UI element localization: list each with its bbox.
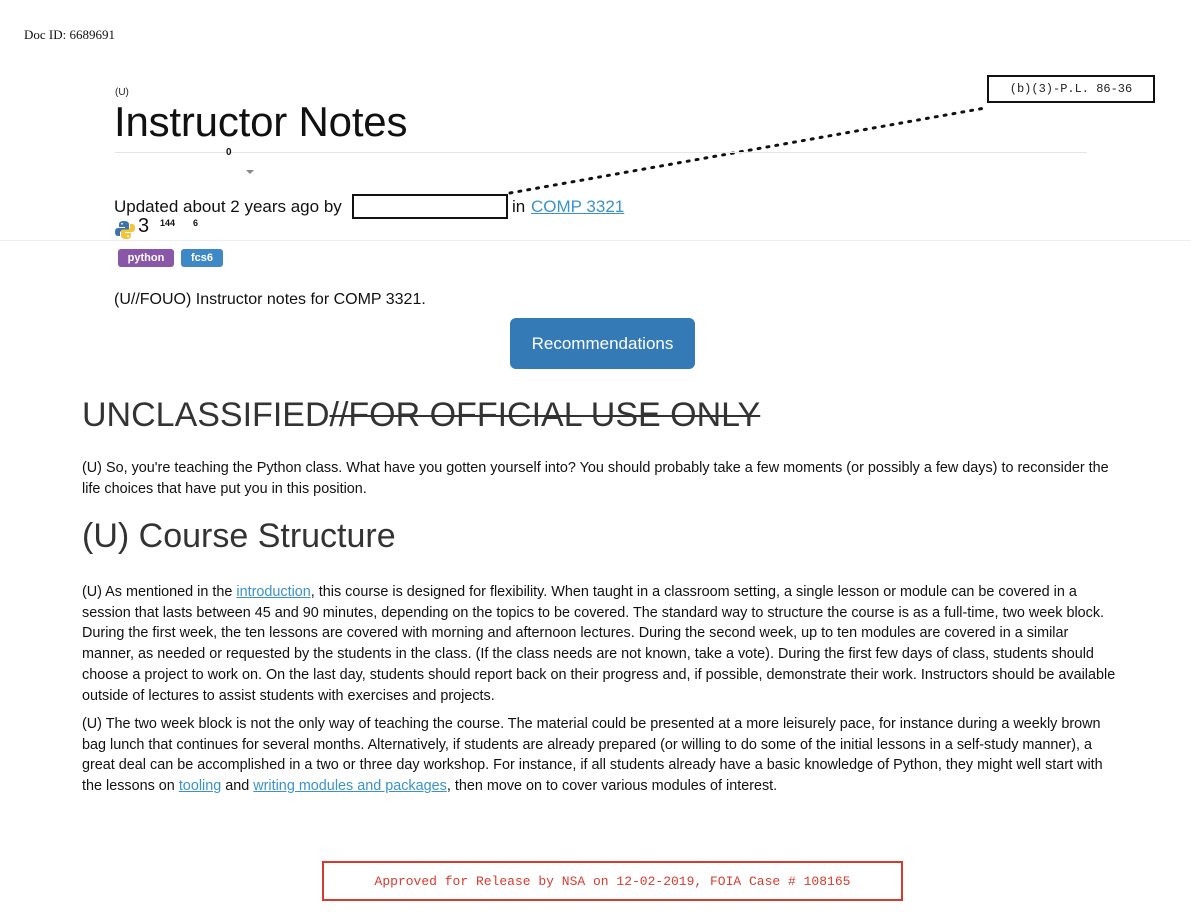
- tooling-link[interactable]: tooling: [178, 778, 222, 795]
- page-title: Instructor Notes: [114, 98, 408, 145]
- python-icon: [114, 219, 136, 241]
- meta-divider: [0, 240, 1191, 241]
- para2-text-before: (U) As mentioned in the: [82, 584, 237, 600]
- section-heading: (U) Course Structure: [82, 517, 396, 555]
- para2-text-after: , this course is designed for flexibility. When taught in a classroom setting, a single lesson or module can be covered in a session that lasts between 45 and 90 minutes, depending on the topics to be covered. The standard way to structure the course is as a full-time, two week block. During the first week, the ten lessons are covered with morning and afternoon lectures. During the second week, up to ten modules are covered in a similar manner, as needed or requested by the students in the class. (If the class needs are not known, take a vote). During the first few days of class, students should choose a project to work on. On the last day, students should report back on their progress and, if possible, demonstrate their work. Instructors should be available outside of lectures to assist students with exercises and projects.: [82, 584, 1116, 704]
- doc-id: Doc ID: 6689691: [24, 27, 115, 42]
- classification-banner: [82, 396, 760, 435]
- approved-for-release-stamp: Approved for Release by NSA on 12-02-2019, FOIA Case # 108165: [322, 861, 903, 901]
- classification-prefix: UNCLASSIFIED: [82, 396, 330, 434]
- tag-python[interactable]: python: [118, 249, 174, 267]
- vote-down-icon[interactable]: [246, 170, 254, 174]
- introduction-link[interactable]: introduction: [236, 584, 311, 600]
- classification-struck: //FOR OFFICIAL USE ONLY: [329, 396, 761, 434]
- python-version: 3: [138, 215, 150, 237]
- header-divider: [115, 152, 1087, 153]
- course-link[interactable]: COMP 3321: [531, 197, 625, 216]
- intro-paragraph: (U) So, you're teaching the Python class. What have you gotten yourself into? You should probably take a few moments (or possibly a few days) to reconsider the life choices that have put you in this position.: [82, 460, 1109, 497]
- vote-count: 0: [226, 147, 232, 158]
- recommendations-button[interactable]: Recommendations: [510, 318, 695, 369]
- in-text: in: [512, 197, 526, 216]
- teaching-options-paragraph: [82, 714, 1122, 797]
- course-structure-paragraph: [82, 582, 1122, 706]
- title-classification-marking: (U): [115, 87, 129, 98]
- summary: (U//FOUO) Instructor notes for COMP 3321.: [114, 291, 426, 308]
- tag-fcs6[interactable]: fcs6: [181, 249, 223, 267]
- para3-text-3: , then move on to cover various modules of interest.: [446, 778, 778, 795]
- star-count: 6: [193, 218, 199, 228]
- view-count: 144: [160, 218, 176, 228]
- updated-text: Updated about 2 years ago by: [114, 197, 342, 216]
- writing-modules-link[interactable]: writing modules and packages: [253, 778, 447, 795]
- redacted-author: [352, 194, 508, 219]
- para3-text-1: (U) The two week block is not the only way of teaching the course. The material could be presented at a more leisurely pace, for instance during a weekly brown bag lunch that continues for several months. Alternatively, if students are already prepared (or willing to do some of the initial lessons in a self-study manner), a great deal can be accomplished in a two or three day workshop. For instance, if all students already have a basic knowledge of Python, they might well start with the lessons on: [82, 716, 1103, 795]
- exemption-label: (b)(3)-P.L. 86-36: [987, 75, 1155, 103]
- para3-text-2: and: [221, 778, 254, 795]
